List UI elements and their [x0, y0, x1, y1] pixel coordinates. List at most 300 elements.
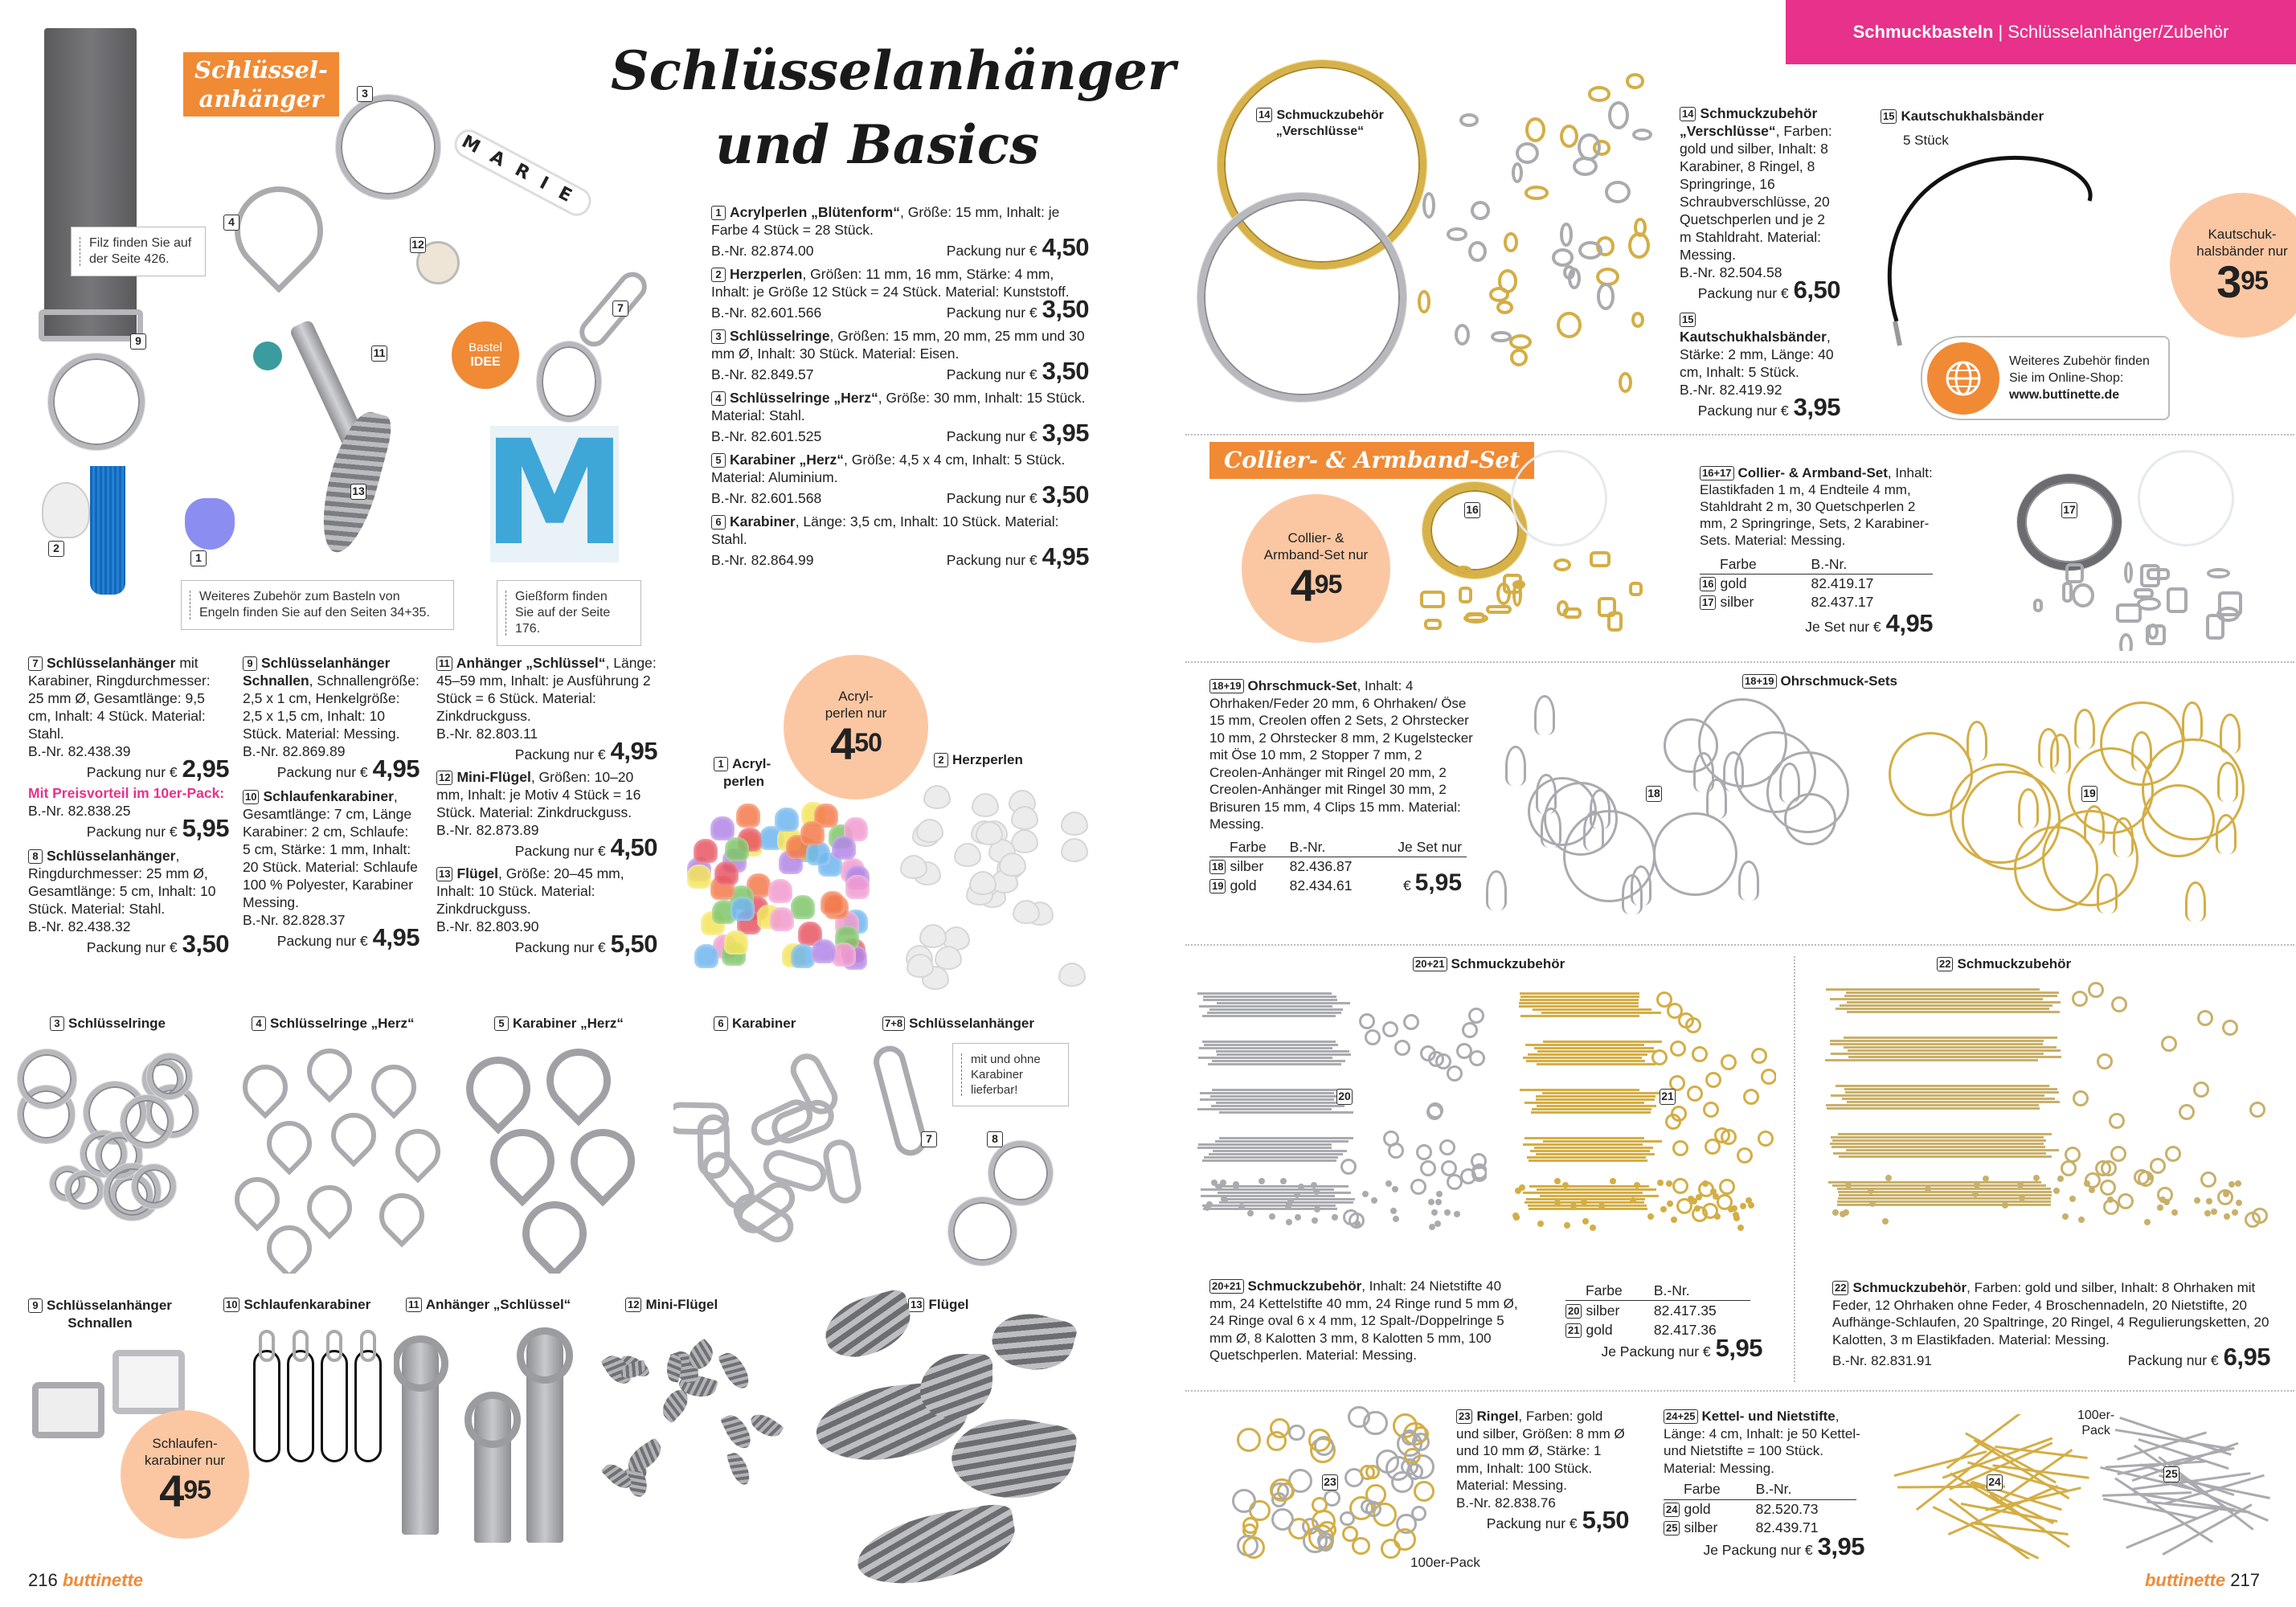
clasp	[1619, 372, 1632, 393]
price-prefix: Je Set nur €	[1805, 619, 1881, 635]
m-letter-photo	[482, 410, 627, 578]
row-color-text: silber	[1684, 1519, 1718, 1535]
price-prefix: Packung nur €	[86, 939, 178, 955]
product-num: 4	[711, 391, 726, 406]
clasp	[1516, 142, 1539, 164]
p23-bnr: B.-Nr. 82.838.76	[1456, 1495, 1556, 1511]
pin	[1536, 1098, 1655, 1101]
th-bnr: B.-Nr.	[1811, 555, 1933, 575]
p1617-num: 16+17	[1700, 466, 1734, 480]
clasp	[1557, 312, 1582, 338]
l6-text: Karabiner	[732, 1016, 796, 1031]
row-bnr: 82.417.35	[1653, 1302, 1717, 1319]
flower-bead	[694, 839, 718, 863]
circle-text1: Acryl-	[838, 689, 874, 704]
pin	[1540, 1195, 1660, 1197]
row-color	[1209, 857, 1290, 877]
pin	[1204, 1044, 1338, 1046]
pin	[1219, 1137, 1353, 1139]
clasp	[1498, 269, 1517, 292]
title-line2: und Basics	[715, 113, 1040, 176]
row-color-text: gold	[1720, 575, 1747, 591]
flower-bead	[775, 808, 799, 832]
p1819-name: Ohrschmuck-Set	[1247, 678, 1357, 693]
label-acryl	[714, 755, 771, 791]
p14-name: Schmuckzubehör „Verschlüsse“	[1680, 105, 1818, 139]
necklace-cord	[1889, 157, 2090, 321]
flower-bead	[821, 891, 845, 915]
wing	[818, 1290, 918, 1364]
p23-desc: , Farben: gold und silber, Größen: 8 mm Ø und 10 mm Ø, Stärke: 1 mm, Inhalt: 100 Stück. Material: Messing.	[1456, 1409, 1625, 1493]
pin	[1525, 1102, 1644, 1104]
crimp-bead	[1314, 1206, 1320, 1212]
p11-bnr: B.-Nr. 82.803.11	[436, 726, 538, 742]
finding	[2207, 568, 2229, 579]
loop-cord	[354, 1350, 382, 1462]
flower-bead	[800, 821, 825, 845]
pin	[1844, 995, 2058, 997]
crimp-bead	[2206, 1198, 2212, 1204]
img22-num: 22	[1937, 957, 1953, 971]
img21-num: 21	[1660, 1089, 1676, 1105]
pin	[1840, 1004, 2053, 1007]
product-bnr: B.-Nr. 82.864.99	[711, 552, 814, 568]
ear-hook	[2216, 814, 2237, 854]
p10-text	[243, 787, 420, 911]
heart-ring	[321, 1103, 385, 1167]
divider	[1185, 1390, 2294, 1392]
p10-num: 10	[243, 790, 259, 804]
key-bow	[394, 1335, 448, 1392]
price-prefix: Je Packung nur €	[1703, 1541, 1813, 1558]
globe-svg	[1943, 358, 1983, 399]
pin	[1534, 1147, 1654, 1149]
p10-name: Schlaufenkarabiner	[263, 788, 394, 804]
eye-pins-photo	[1889, 1414, 2290, 1559]
pin	[1523, 1057, 1643, 1059]
jump-ring	[2193, 1082, 2209, 1098]
product-text	[711, 203, 1089, 239]
p2425-price-value: 3,95	[1817, 1531, 1864, 1560]
wing	[920, 1354, 992, 1418]
p22-price	[2127, 1343, 2270, 1371]
img1819-num: 18+19	[1742, 674, 1777, 689]
jump-ring	[1743, 1089, 1759, 1105]
right-footer	[2145, 1570, 2260, 1591]
shop-hint	[1921, 336, 2170, 420]
shop-line1: Weiteres Zubehör finden	[2009, 354, 2150, 368]
p23-price	[1456, 1506, 1629, 1534]
product-list	[711, 203, 1089, 575]
p1617-desc: , Inhalt: Elastikfaden 1 m, 4 Endteile 4 mm, Stahldraht 2 m, 30 Quetschperlen 2 mm, 2 Springringe, Sets, 2 Karabiner-Sets. Material: Messing.	[1700, 465, 1933, 548]
jump-ring	[2072, 991, 2088, 1007]
jump-ring	[2222, 1020, 2238, 1036]
product-price	[946, 419, 1089, 447]
divider	[1185, 434, 2294, 435]
p9-num: 9	[243, 656, 257, 671]
jump-ring	[2200, 1172, 2216, 1188]
jump-ring	[1687, 1086, 1703, 1102]
crimp-bead	[2017, 1182, 2024, 1188]
p11-price	[436, 737, 657, 765]
pin	[1520, 1015, 1640, 1017]
img-num: 4	[223, 215, 239, 231]
price-prefix: Packung nur €	[1697, 403, 1789, 419]
finding	[2065, 563, 2084, 584]
clasp	[1468, 241, 1487, 262]
heart-ring	[297, 1041, 361, 1103]
p2425	[1664, 1408, 1864, 1559]
ear-hook	[2050, 734, 2071, 774]
heart-ring	[362, 1055, 425, 1118]
pin	[1542, 1092, 1662, 1094]
ear-hook	[1541, 808, 1561, 848]
jump-ring	[1388, 1143, 1404, 1159]
clasp	[1455, 324, 1470, 346]
product-price-value: 3,95	[1042, 419, 1089, 447]
ear-hook	[2220, 714, 2241, 754]
clasp	[1631, 312, 1644, 329]
pin	[1537, 1105, 1656, 1107]
note-engel-text: Weiteres Zubehör zum Basteln von Engeln finden Sie auf den Seiten 34+35.	[199, 590, 430, 619]
crimp-bead	[1311, 1182, 1317, 1188]
th-farbe: Farbe	[1209, 838, 1290, 857]
l12-num: 12	[625, 1298, 641, 1312]
row-num: 18	[1209, 860, 1226, 874]
promo-bnr: B.-Nr. 82.838.25	[28, 803, 131, 819]
pin	[1836, 1008, 2049, 1010]
note-filz	[71, 227, 206, 276]
pin	[1198, 1143, 1332, 1146]
ear-hook	[2113, 817, 2134, 857]
pin	[1531, 1111, 1651, 1114]
jump-ring	[1270, 1478, 1293, 1502]
pin	[1836, 1085, 2049, 1087]
page-number: 217	[2230, 1570, 2260, 1590]
crimp-bead	[1280, 1178, 1287, 1184]
img2021-text: Schmuckzubehör	[1451, 956, 1565, 971]
crimp-bead	[1434, 1221, 1441, 1227]
l12-text: Mini-Flügel	[645, 1297, 718, 1312]
carabiner	[698, 1114, 731, 1180]
crimp-bead	[1211, 1180, 1218, 1186]
jump-ring	[2065, 1147, 2081, 1163]
jump-ring	[1232, 1489, 1256, 1513]
product-text	[711, 451, 1089, 486]
key-ring	[18, 1049, 77, 1109]
finding	[1486, 605, 1512, 614]
circle-text2: perlen nur	[825, 705, 887, 721]
product-bnr: B.-Nr. 82.849.57	[711, 366, 814, 382]
price-prefix: Packung nur €	[946, 366, 1037, 382]
circle-cents: 95	[2241, 266, 2268, 295]
product-num: 6	[711, 515, 726, 530]
pin	[1828, 1181, 2042, 1184]
p22-price-value: 6,95	[2223, 1343, 2270, 1371]
p22-num: 22	[1832, 1281, 1848, 1295]
p23-name: Ringel	[1476, 1409, 1519, 1424]
label-schlaufenkarabiner	[223, 1297, 370, 1313]
jump-ring	[1468, 1008, 1484, 1024]
silver-earring-set-photo	[1479, 691, 1856, 932]
pin	[1825, 1059, 2039, 1061]
img15-text: Kautschukhalsbänder	[1901, 108, 2044, 124]
p9-bnr: B.-Nr. 82.869.89	[243, 743, 346, 759]
clasp	[1422, 192, 1435, 219]
jump-ring	[2088, 982, 2104, 998]
marie-letter-beads	[453, 128, 593, 217]
p23-text	[1456, 1408, 1629, 1495]
circle-cents: 95	[1314, 569, 1342, 599]
p2021-num: 20+21	[1209, 1279, 1244, 1294]
circle-text2: halsbänder nur	[2196, 243, 2288, 259]
key-rings-photo	[12, 1041, 213, 1241]
pin	[1525, 1137, 1644, 1139]
product-num: 5	[711, 453, 726, 468]
crimp-bead	[1733, 1215, 1740, 1221]
row-num: 16	[1700, 577, 1716, 591]
pin	[1529, 1208, 1648, 1210]
jump-ring	[1410, 1179, 1426, 1195]
pin	[1537, 1063, 1656, 1065]
price-prefix: Packung nur €	[946, 552, 1037, 568]
l4-text: Schlüsselringe „Herz“	[270, 1016, 415, 1031]
p14-num: 14	[1680, 107, 1696, 121]
crimp-bead	[2078, 1216, 2085, 1223]
finding	[1590, 551, 1610, 567]
wing-charm-photo	[312, 406, 396, 558]
product-desc: , Größe: 4,5 x 4 cm, Inhalt: 5 Stück. Material: Aluminium.	[711, 452, 1066, 485]
p1819-price-value: 5,95	[1414, 869, 1462, 896]
p9-price	[243, 754, 420, 783]
img-num: 12	[410, 237, 426, 253]
loop-clasp	[326, 1330, 342, 1362]
loop-clasp	[293, 1330, 309, 1362]
product-entry	[711, 451, 1089, 507]
circle-price	[1290, 559, 1342, 611]
pin	[1536, 1095, 1655, 1098]
label-schluesselringe-herz	[252, 1016, 415, 1032]
flower-bead	[710, 816, 735, 840]
crimp-bead	[1259, 1178, 1265, 1184]
wing	[946, 1409, 1078, 1509]
jump-ring	[1416, 1144, 1432, 1160]
key-ring-7-photo	[948, 1197, 1017, 1266]
clasp	[1418, 290, 1430, 313]
product-price-value: 3,50	[1042, 357, 1089, 385]
l6-num: 6	[714, 1016, 728, 1031]
pin	[1844, 1037, 2057, 1039]
th-bnr: B.-Nr.	[1756, 1480, 1856, 1499]
wings-photo	[800, 1290, 1089, 1587]
price-prefix: Packung nur €	[946, 305, 1037, 321]
loop-clasp	[360, 1330, 376, 1362]
l1-num: 1	[714, 757, 728, 771]
finding	[1629, 582, 1643, 596]
p2425-desc: , Länge: 4 cm, Inhalt: je 50 Kettel- und Nietstifte = 100 Stück. Material: Messing.	[1664, 1409, 1860, 1476]
crimp-bead	[2157, 1204, 2163, 1211]
crimp-bead	[1435, 1199, 1442, 1205]
label-karabiner-herz	[494, 1016, 624, 1032]
l9-text: Schlüsselanhänger	[47, 1298, 172, 1313]
jump-ring	[1447, 1065, 1463, 1082]
flower-bead	[845, 875, 870, 899]
clasp	[1560, 223, 1572, 247]
product-price	[946, 542, 1089, 570]
circle-cents: 50	[854, 728, 882, 757]
key-ring-8-photo	[988, 1141, 1053, 1205]
ribbon-collier	[1209, 442, 1534, 479]
price-prefix: Packung nur €	[86, 764, 178, 780]
row-color	[1565, 1301, 1654, 1321]
ear-hook	[1967, 721, 1987, 761]
jump-ring	[1414, 1481, 1434, 1502]
pin	[1209, 1153, 1343, 1155]
gold-findings-photo	[1414, 546, 1647, 651]
img14-num: 14	[1256, 108, 1272, 122]
label-anhaenger-schluessel	[406, 1297, 571, 1313]
p15-num: 15	[1680, 313, 1696, 327]
pin	[1537, 1188, 1656, 1191]
p22-desc: , Farben: gold und silber, Inhalt: 8 Ohrhaken mit Feder, 12 Ohrhaken ohne Feder, 4 Broschennadeln, 20 Nietstifte, 20 Aufhänge-Schlaufen, 20 Spaltringe, 20 Ringel, 4 Regulierungsketten, 20 Kalotten, 3 m Elastikfaden. Material: Messing.	[1832, 1280, 2269, 1347]
jump-ring	[1426, 1104, 1443, 1120]
ear-hook	[2097, 873, 2118, 914]
pin	[1532, 1108, 1651, 1110]
p2425-text	[1664, 1408, 1864, 1477]
heart-carabiners-photo	[458, 1041, 659, 1274]
product-name: Karabiner „Herz“	[730, 452, 844, 468]
crimp-bead	[1590, 1225, 1596, 1231]
img-num: 3	[357, 86, 373, 102]
finding	[1465, 612, 1485, 621]
finding	[1455, 566, 1472, 574]
product-price-value: 4,50	[1042, 233, 1089, 261]
ear-hook	[1693, 752, 1714, 792]
heart-ring	[257, 1216, 321, 1274]
jump-ring	[1758, 1131, 1774, 1147]
p15-text	[1680, 310, 1840, 381]
img24-num: 24	[1987, 1474, 2003, 1490]
pin	[1831, 1094, 2044, 1097]
crimp-bead	[1371, 1197, 1377, 1204]
l1-text2: perlen	[723, 774, 765, 789]
pin	[1831, 1136, 2044, 1139]
jump-ring	[1719, 1179, 1735, 1195]
clasp	[1608, 101, 1629, 130]
jump-ring	[1692, 1046, 1708, 1062]
pin	[1202, 1159, 1336, 1162]
pin	[1842, 1098, 2056, 1100]
p14-price	[1680, 276, 1840, 304]
p7-name: Schlüsselanhänger	[47, 655, 176, 671]
p7-price	[28, 754, 229, 783]
crimp-bead	[2107, 1196, 2114, 1203]
finding	[2216, 607, 2239, 622]
product-text	[711, 327, 1089, 362]
pin	[1525, 1044, 1645, 1046]
buckle-photo-2	[113, 1350, 185, 1414]
p15-name: Kautschukhalsbänder	[1680, 329, 1827, 345]
product-bnr: B.-Nr. 82.601.566	[711, 305, 822, 321]
img-num: 1	[190, 550, 207, 566]
row-color-text: gold	[1586, 1322, 1613, 1338]
clasp	[1628, 232, 1650, 259]
l78-text: Schlüsselanhänger	[909, 1016, 1034, 1031]
clasp	[1632, 129, 1653, 141]
circle-cents: 95	[183, 1475, 211, 1504]
shop-link[interactable]: www.buttinette.de	[2009, 388, 2120, 402]
flower-bead	[714, 861, 739, 885]
m-letter: M	[482, 410, 627, 578]
p23	[1456, 1408, 1629, 1533]
product-name: Schlüsselringe „Herz“	[730, 390, 878, 406]
row-color	[1700, 593, 1811, 611]
product-bnr: B.-Nr. 82.601.525	[711, 428, 822, 444]
l10-num: 10	[223, 1298, 239, 1312]
img-num: 7	[612, 301, 628, 317]
heart-bead	[954, 843, 981, 867]
p1617-table	[1700, 555, 1933, 611]
product-bnr: B.-Nr. 82.601.568	[711, 490, 822, 506]
jump-ring	[1352, 1537, 1369, 1555]
crimp-bead	[1390, 1208, 1397, 1214]
circle-text1: Collier- &	[1287, 530, 1344, 546]
jump-ring	[1348, 1406, 1369, 1428]
finding	[1563, 607, 1582, 619]
hoop-earring	[1653, 812, 1737, 897]
product-footer	[711, 357, 1089, 385]
buckle-photo-1	[32, 1382, 104, 1438]
product-desc: , Größen: 15 mm, 20 mm, 25 mm und 30 mm Ø, Inhalt: 30 Stück. Material: Eisen.	[711, 328, 1085, 362]
pin	[1198, 1057, 1332, 1059]
pack-label: 100er-Pack	[1410, 1555, 1480, 1570]
heart-keyring-photo	[216, 168, 342, 293]
clasp	[1491, 331, 1511, 342]
circle-euro: 3	[2216, 256, 2241, 307]
price-prefix: Packung nur €	[514, 746, 606, 763]
row-color	[1565, 1320, 1654, 1339]
circle-text1: Kautschuk-	[2208, 227, 2277, 242]
heart-ring	[233, 1055, 297, 1118]
acrylic-beads-photo	[683, 799, 876, 972]
silver-findings-2021-photo	[1189, 984, 1487, 1241]
crimp-bead	[1728, 1206, 1734, 1212]
p8-bnr: B.-Nr. 82.438.32	[28, 918, 131, 934]
finding	[2140, 564, 2160, 587]
label-zubehoer-22	[1937, 956, 2071, 972]
row-color-text: gold	[1230, 877, 1257, 893]
pin	[1203, 999, 1337, 1001]
p22-footer	[1832, 1343, 2270, 1371]
finding	[1503, 574, 1522, 594]
jump-ring	[1270, 1418, 1290, 1438]
img2021-num: 20+21	[1413, 957, 1447, 971]
p11-price-value: 4,95	[610, 737, 657, 765]
label-karabiner	[714, 1016, 796, 1032]
p9-desc: , Schnallengröße: 2,5 x 1 cm, Henkelgröße: 2,5 x 1,5 cm, Inhalt: 10 Stück. Material: Messing.	[243, 673, 420, 742]
pin	[1215, 1140, 1349, 1143]
ribbon-line2: anhänger	[198, 85, 324, 112]
pin	[1212, 1089, 1346, 1091]
finding	[2134, 588, 2154, 598]
crimp-bead	[1832, 1209, 1839, 1216]
crimp-bead	[2062, 1213, 2069, 1220]
finding	[1420, 591, 1445, 608]
pin	[1199, 1005, 1333, 1008]
crimp-bead	[1843, 1209, 1849, 1216]
product-desc: , Größe: 15 mm, Inhalt: je Farbe 4 Stück = 28 Stück.	[711, 204, 1060, 238]
product-entry	[711, 203, 1089, 260]
